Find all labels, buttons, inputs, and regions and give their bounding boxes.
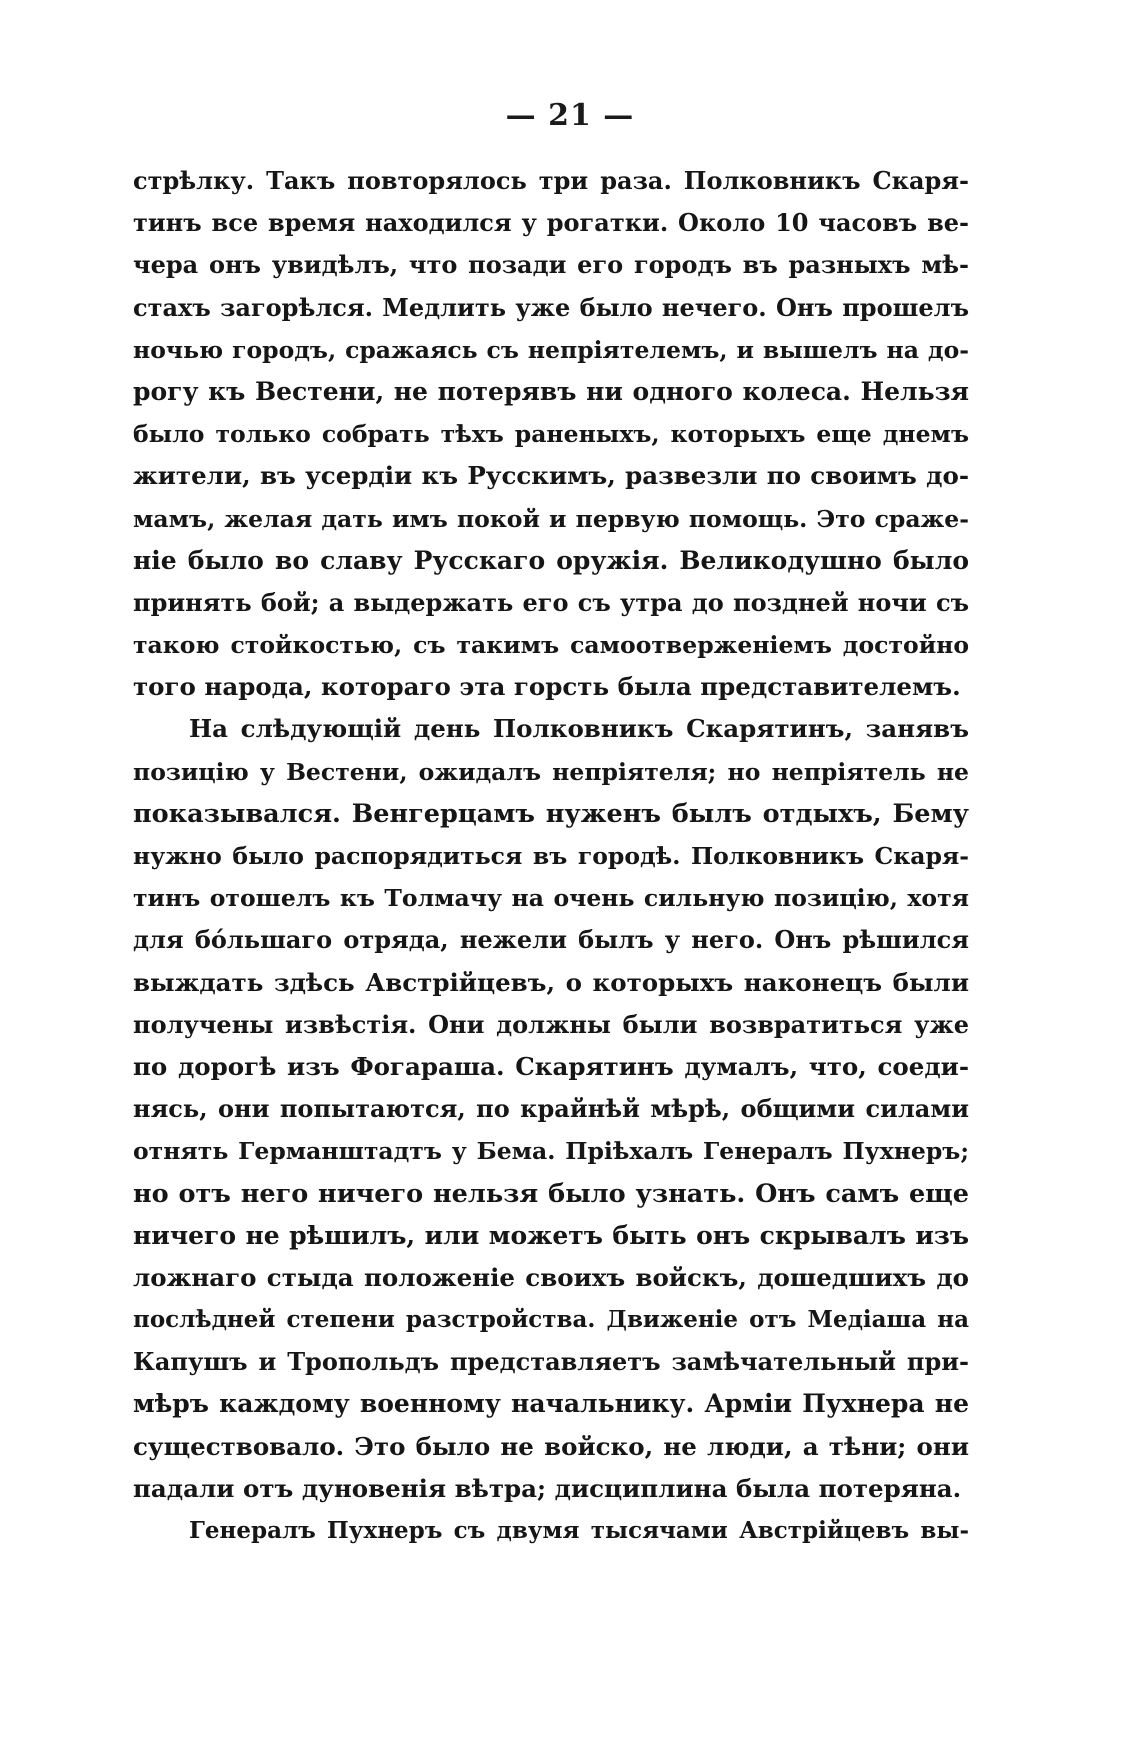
- text-line: рогу къ Вестени, не потерявъ ни одного колеса. Нельзя: [133, 376, 969, 406]
- text-line: выждать здѣсь Австрійцевъ, о которыхъ наконецъ были: [133, 967, 969, 997]
- text-line: чера онъ увидѣлъ, что позади его городъ въ разныхъ мѣ-: [133, 250, 969, 280]
- text-line: ничего не рѣшилъ, или можетъ быть онъ скрывалъ изъ: [133, 1220, 969, 1250]
- text-line: показывался. Венгерцамъ нуженъ былъ отдыхъ, Бему: [133, 798, 969, 829]
- text-line: послѣдней степени разстройства. Движеніе отъ Медіаша на: [133, 1306, 969, 1334]
- text-line: принять бой; а выдержать его съ утра до поздней ночи съ: [133, 587, 969, 617]
- body-text: [133, 160, 969, 1552]
- text-line: существовало. Это было не войско, не люди, а тѣни; они: [133, 1431, 969, 1461]
- text-line: получены извѣстія. Они должны были возвратиться уже: [133, 1009, 969, 1039]
- text-line: На слѣдующій день Полковникъ Скарятинъ, занявъ: [189, 714, 969, 744]
- text-line: такою стойкостью, съ такимъ самоотверженіемъ достойно: [133, 631, 969, 660]
- text-line: для бóльшаго отряда, нежели былъ у него. Онъ рѣшился: [133, 925, 969, 955]
- text-line: мѣръ каждому военному начальнику. Арміи Пухнера не: [133, 1389, 969, 1419]
- text-line: ніе было во славу Русскаго оружія. Великодушно было: [133, 545, 969, 575]
- text-line: Генералъ Пухнеръ съ двумя тысячами Австрійцевъ вы-: [189, 1517, 969, 1544]
- text-line: Капушъ и Тропольдъ представляетъ замѣчательный при-: [133, 1347, 969, 1377]
- text-line: стрѣлку. Такъ повторялось три раза. Полковникъ Скаря-: [133, 166, 969, 195]
- text-line: тинъ все время находился у рогатки. Около 10 часовъ ве-: [133, 208, 969, 238]
- text-line: нясь, они попытаются, по крайнѣй мѣрѣ, общими силами: [133, 1094, 969, 1124]
- text-line: по дорогѣ изъ Фогараша. Скарятинъ думалъ, что, соеди-: [133, 1051, 969, 1081]
- text-line: отнять Германштадтъ у Бема. Пріѣхалъ Генералъ Пухнеръ;: [133, 1137, 969, 1166]
- text-line: падали отъ дуновенія вѣтра; дисциплина была потеряна.: [133, 1473, 962, 1503]
- text-line: того народа, котораго эта горсть была представителемъ.: [133, 672, 961, 702]
- text-line: тинъ отошелъ къ Толмачу на очень сильную позицію, хотя: [133, 884, 969, 913]
- page-number: — 21 —: [505, 98, 635, 133]
- text-line: было только собрать тѣхъ раненыхъ, которыхъ еще днемъ: [133, 420, 969, 449]
- text-line: позицію у Вестени, ожидалъ непріятеля; но непріятель не: [133, 757, 969, 786]
- text-line: но отъ него ничего нельзя было узнать. Онъ самъ еще: [133, 1178, 969, 1209]
- text-line: ночью городъ, сражаясь съ непріятелемъ, и вышелъ на до-: [133, 335, 969, 364]
- text-line: жители, въ усердіи къ Русскимъ, развезли по своимъ до-: [133, 461, 969, 491]
- text-line: нужно было распорядиться въ городѣ. Полковникъ Скаря-: [133, 842, 969, 870]
- text-line: мамъ, желая дать имъ покой и первую помощь. Это сраже-: [133, 504, 969, 533]
- text-line: стахъ загорѣлся. Медлить уже было нечего. Онъ прошелъ: [133, 292, 969, 322]
- text-line: ложнаго стыда положеніе своихъ войскъ, дошедшихъ до: [133, 1262, 969, 1292]
